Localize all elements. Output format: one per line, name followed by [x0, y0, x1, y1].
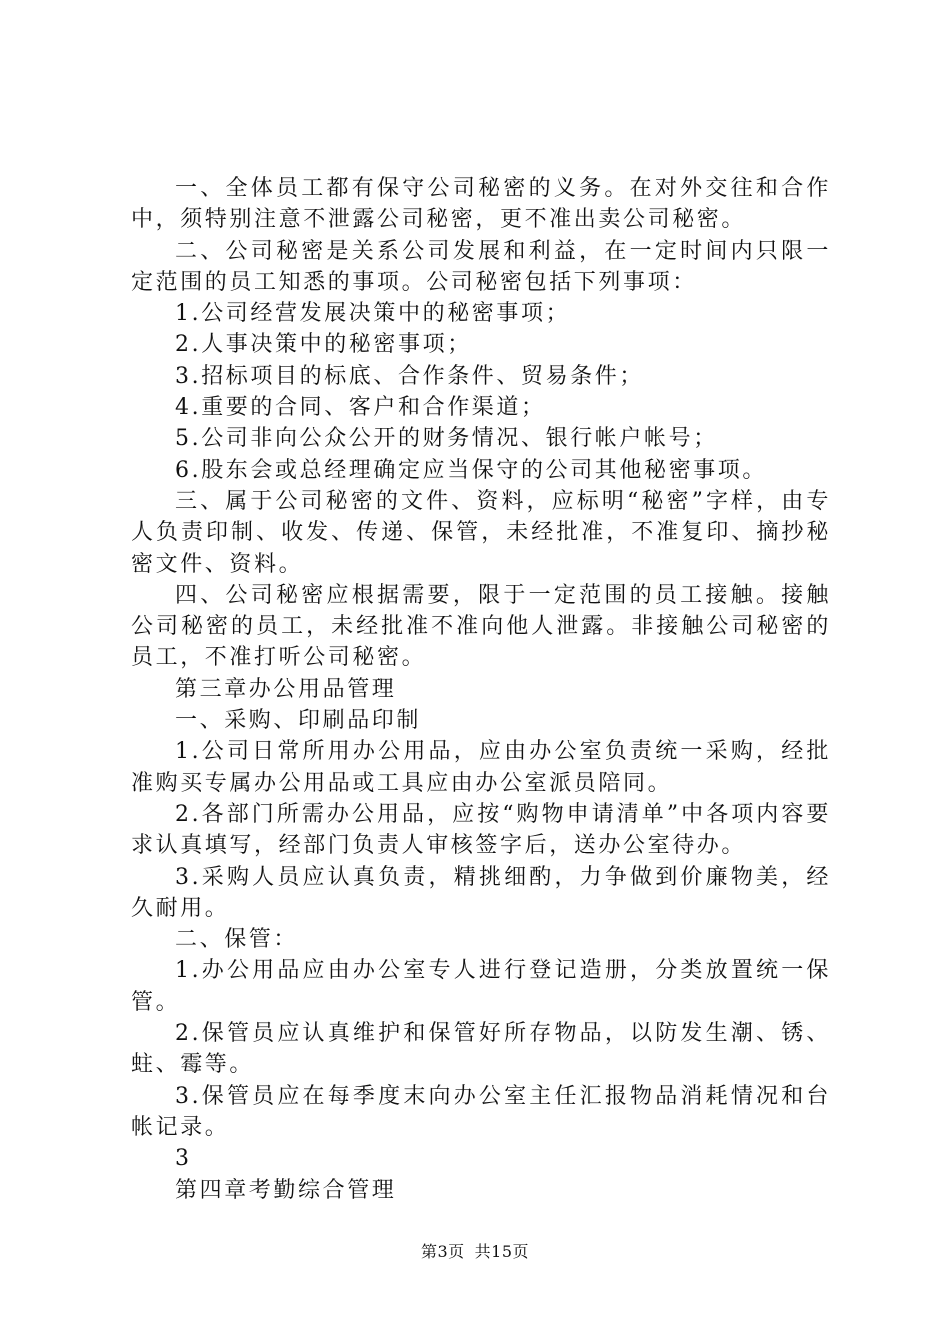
- list-item: 2.各部门所需办公用品，应按“购物申请清单”中各项内容要求认真填写，经部门负责人审核签字后，送办公室待办。: [131, 801, 831, 859]
- chapter-heading-attendance: 第四章考勤综合管理: [175, 1177, 397, 1203]
- list-item: 2.人事决策中的秘密事项；: [175, 332, 472, 358]
- page-footer: [0, 1242, 950, 1262]
- list-item: 1.公司日常所用办公用品，应由办公室负责统一采购，经批准购买专属办公用品或工具应由办公室派员陪同。: [131, 739, 831, 796]
- inline-page-number: 3: [175, 1146, 192, 1172]
- list-item: 3.保管员应在每季度末向办公室主任汇报物品消耗情况和台帐记录。: [131, 1083, 831, 1140]
- chapter-heading-office-supplies: 第三章办公用品管理: [175, 676, 397, 702]
- section-heading-procurement: 一、采购、印刷品印制: [175, 708, 422, 734]
- list-item: 2.保管员应认真维护和保管好所存物品，以防发生潮、锈、蛀、霉等。: [131, 1021, 831, 1078]
- list-item: 3.招标项目的标底、合作条件、贸易条件；: [175, 363, 644, 389]
- list-item: 1.公司经营发展决策中的秘密事项；: [175, 301, 571, 327]
- list-item: 3.采购人员应认真负责，精挑细酌，力争做到价廉物美，经久耐用。: [131, 864, 831, 921]
- document-body: [131, 173, 831, 1206]
- section-heading-storage: 二、保管：: [175, 927, 299, 953]
- page-total: 共15页: [474, 1242, 530, 1261]
- page-number: 第3页: [420, 1242, 465, 1261]
- paragraph-secret-documents: 三、属于公司秘密的文件、资料，应标明“秘密”字样，由专人负责印制、收发、传递、保管，未经批准，不准复印、摘抄秘密文件、资料。: [131, 488, 831, 577]
- paragraph-secret-definition: 二、公司秘密是关系公司发展和利益，在一定时间内只限一定范围的员工知悉的事项。公司秘密包括下列事项：: [131, 238, 831, 295]
- list-item: 5.公司非向公众公开的财务情况、银行帐户帐号；: [175, 426, 718, 452]
- paragraph-confidentiality-duty: 一、全体员工都有保守公司秘密的义务。在对外交往和合作中，须特别注意不泄露公司秘密，更不准出卖公司秘密。: [131, 176, 831, 233]
- list-item: 4.重要的合同、客户和合作渠道；: [175, 395, 546, 421]
- list-item: 1.办公用品应由办公室专人进行登记造册，分类放置统一保管。: [131, 958, 831, 1015]
- list-item: 6.股东会或总经理确定应当保守的公司其他秘密事项。: [175, 457, 767, 483]
- paragraph-secret-access: 四、公司秘密应根据需要，限于一定范围的员工接触。接触公司秘密的员工，未经批准不准向他人泄露。非接触公司秘密的员工，不准打听公司秘密。: [131, 582, 831, 671]
